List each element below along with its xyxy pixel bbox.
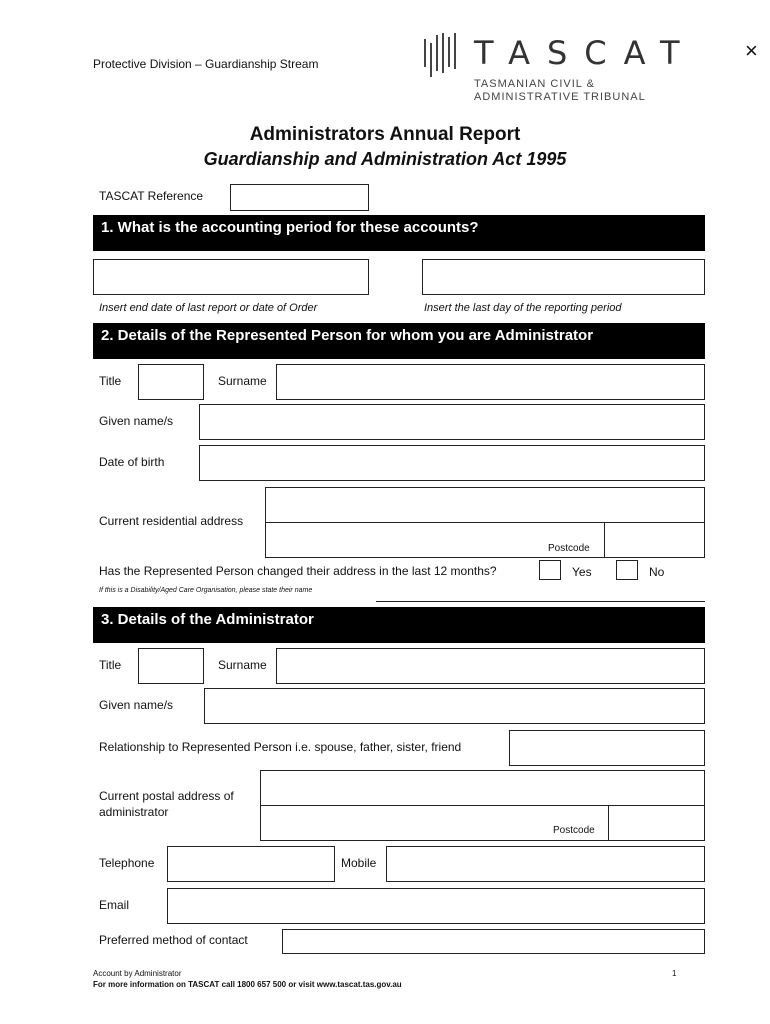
- ad-relationship-label: Relationship to Represented Person i.e. spouse, father, sister, friend: [99, 740, 462, 754]
- section2-heading: 2. Details of the Represented Person for whom you are Administrator: [93, 323, 705, 359]
- rp-changed-no-checkbox[interactable]: [616, 560, 638, 580]
- rp-care-org-input[interactable]: [376, 601, 705, 602]
- ad-surname-input[interactable]: [276, 648, 705, 684]
- ad-contact-label: Preferred method of contact: [99, 933, 248, 947]
- ad-given-input[interactable]: [204, 688, 705, 724]
- division-label: Protective Division – Guardianship Stream: [93, 57, 319, 71]
- footer-info: For more information on TASCAT call 1800 657 500 or visit www.tascat.tas.gov.au: [93, 980, 402, 989]
- section1-heading: 1. What is the accounting period for these accounts?: [93, 215, 705, 251]
- page-title: Administrators Annual Report: [249, 124, 521, 145]
- ad-email-label: Email: [99, 898, 130, 912]
- ad-telephone-label: Telephone: [99, 856, 155, 870]
- ad-surname-label: Surname: [218, 658, 267, 672]
- rp-changed-no-label: No: [649, 565, 665, 579]
- ad-mobile-input[interactable]: [386, 846, 705, 882]
- period-start-hint: Insert end date of last report or date of Order: [99, 302, 318, 314]
- page-subtitle: Guardianship and Administration Act 1995: [203, 149, 567, 169]
- footer-account: Account by Administrator: [93, 969, 182, 978]
- reference-input[interactable]: [230, 184, 369, 211]
- rp-postcode-label: Postcode: [548, 543, 590, 554]
- ad-given-label: Given name/s: [99, 698, 174, 712]
- rp-given-input[interactable]: [199, 404, 705, 440]
- period-end-hint: Insert the last day of the reporting period: [424, 302, 622, 314]
- period-start-input[interactable]: [93, 259, 369, 295]
- rp-title-label: Title: [99, 374, 122, 388]
- logo-bars-icon: [422, 33, 462, 77]
- logo-line-2: ADMINISTRATIVE TRIBUNAL: [474, 91, 646, 103]
- ad-mobile-label: Mobile: [341, 856, 377, 870]
- rp-given-label: Given name/s: [99, 414, 174, 428]
- rp-changed-yes-label: Yes: [572, 565, 592, 579]
- ad-postal-line1-input[interactable]: [260, 770, 705, 806]
- logo-line-1: TASMANIAN CIVIL &: [474, 78, 595, 90]
- tascat-logo: [422, 33, 462, 82]
- ad-title-label: Title: [99, 658, 122, 672]
- ad-relationship-input[interactable]: [509, 730, 705, 766]
- reference-label: TASCAT Reference: [99, 189, 204, 203]
- rp-dob-label: Date of birth: [99, 455, 165, 469]
- rp-postcode-input[interactable]: [604, 522, 705, 558]
- section3-heading: 3. Details of the Administrator: [93, 607, 705, 643]
- ad-email-input[interactable]: [167, 888, 705, 924]
- ad-postcode-label: Postcode: [553, 825, 595, 836]
- rp-care-note: If this is a Disability/Aged Care Organisation, please state their name: [99, 587, 313, 594]
- rp-address-line1-input[interactable]: [265, 487, 705, 523]
- rp-changed-yes-checkbox[interactable]: [539, 560, 561, 580]
- ad-postcode-input[interactable]: [608, 805, 705, 841]
- rp-title-input[interactable]: [138, 364, 204, 400]
- ad-postal-label-1: Current postal address of: [99, 789, 234, 803]
- ad-telephone-input[interactable]: [167, 846, 335, 882]
- rp-address-label: Current residential address: [99, 514, 244, 528]
- ad-postal-label-2: administrator: [99, 805, 169, 819]
- footer-page-number: 1: [672, 969, 677, 978]
- period-end-input[interactable]: [422, 259, 705, 295]
- rp-changed-question: Has the Represented Person changed their address in the last 12 months?: [99, 564, 497, 578]
- rp-dob-input[interactable]: [199, 445, 705, 481]
- ad-title-input[interactable]: [138, 648, 204, 684]
- logo-wordmark: TASCAT: [474, 34, 697, 72]
- rp-surname-label: Surname: [218, 374, 267, 388]
- close-icon[interactable]: ×: [745, 38, 758, 63]
- rp-surname-input[interactable]: [276, 364, 705, 400]
- ad-contact-input[interactable]: [282, 929, 705, 954]
